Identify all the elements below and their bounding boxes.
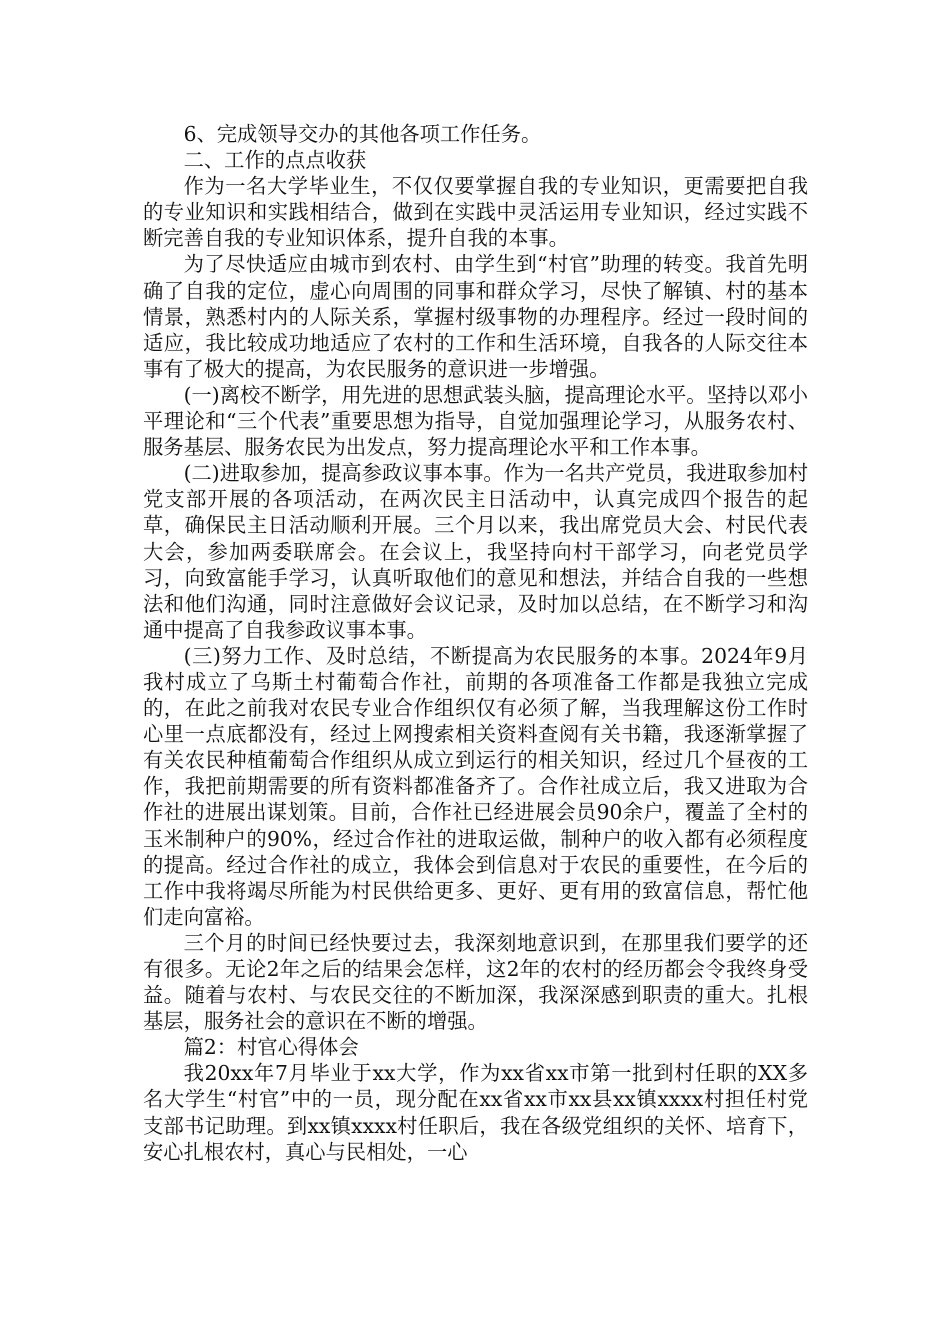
paragraph-participation: (二)进取参加，提高参政议事本事。作为一名共产党员，我进取参加村党支部开展的各项活动，在两次民主日活动中，认真完成四个报告的起草，确保民主日活动顺利开展。三个月以来，我出席党员大会、村民代表大会，参加两委联席会。在会议上，我坚持向村干部学习，向老党员学习，向致富能手学习，认真听取他们的意见和想法，并结合自我的一些想法和他们沟通，同时注意做好会议记录，及时加以总结，在不断学习和沟通中提高了自我参政议事本事。 [143,461,808,642]
paragraph-theory-study: (一)离校不断学，用先进的思想武装头脑，提高理论水平。坚持以邓小平理论和“三个代表”重要思想为指导，自觉加强理论学习，从服务农村、服务基层、服务农民为出发点，努力提高理论水平和工作本事。 [143,382,808,460]
paragraph-cooperative: (三)努力工作、及时总结，不断提高为农民服务的本事。2024年9月我村成立了乌斯土村葡萄合作社，前期的各项准备工作都是我独立完成的，在此之前我对农民专业合作组织仅有必须了解，当我理解这份工作时心里一点底都没有，经过上网搜索相关资料查阅有关书籍，我逐渐掌握了有关农民种植葡萄合作组织从成立到运行的相关知识，经过几个昼夜的工作，我把前期需要的所有资料都准备齐了。合作社成立后，我又进取为合作社的进展出谋划策。目前，合作社已经进展会员90余户，覆盖了全村的玉米制种户的90%，经过合作社的进取运做，制种户的收入都有必须程度的提高。经过合作社的成立，我体会到信息对于农民的重要性，在今后的工作中我将竭尽所能为村民供给更多、更好、更有用的致富信息，帮忙他们走向富裕。 [143,643,808,929]
document-body [143,121,808,1165]
paragraph-intro: 作为一名大学毕业生，不仅仅要掌握自我的专业知识，更需要把自我的专业知识和实践相结合，做到在实践中灵活运用专业知识，经过实践不断完善自我的专业知识体系，提升自我的本事。 [143,174,808,251]
section-heading-part-2: 篇2：村官心得体会 [183,1035,359,1060]
paragraph-part-2-intro: 我20xx年7月毕业于xx大学，作为xx省xx市第一批到村任职的XX多名大学生“村官”中的一员，现分配在xx省xx市xx县xx镇xxxx村担任村党支部书记助理。到xx镇xxxx村任职后，我在各级党组织的关怀、培育下，安心扎根农村，真心与民相处，一心 [143,1061,808,1164]
paragraph-adaptation: 为了尽快适应由城市到农村、由学生到“村官”助理的转变。我首先明确了自我的定位，虚心向周围的同事和群众学习，尽快了解镇、村的基本情景，熟悉村内的人际关系，掌握村级事物的办理程序。经过一段时间的适应，我比较成功地适应了农村的工作和生活环境，自我各的人际交往本事有了极大的提高，为农民服务的意识进一步增强。 [143,252,808,381]
list-item-task-6: 6、完成领导交办的其他各项工作任务。 [183,122,542,146]
section-heading-gains: 二、工作的点点收获 [183,148,367,173]
paragraph-conclusion: 三个月的时间已经快要过去，我深刻地意识到，在那里我们要学的还有很多。无论2年之后的结果会怎样，这2年的农村的经历都会令我终身受益。随着与农村、与农民交往的不断加深，我深深感到职责的重大。扎根基层，服务社会的意识在不断的增强。 [143,930,808,1034]
